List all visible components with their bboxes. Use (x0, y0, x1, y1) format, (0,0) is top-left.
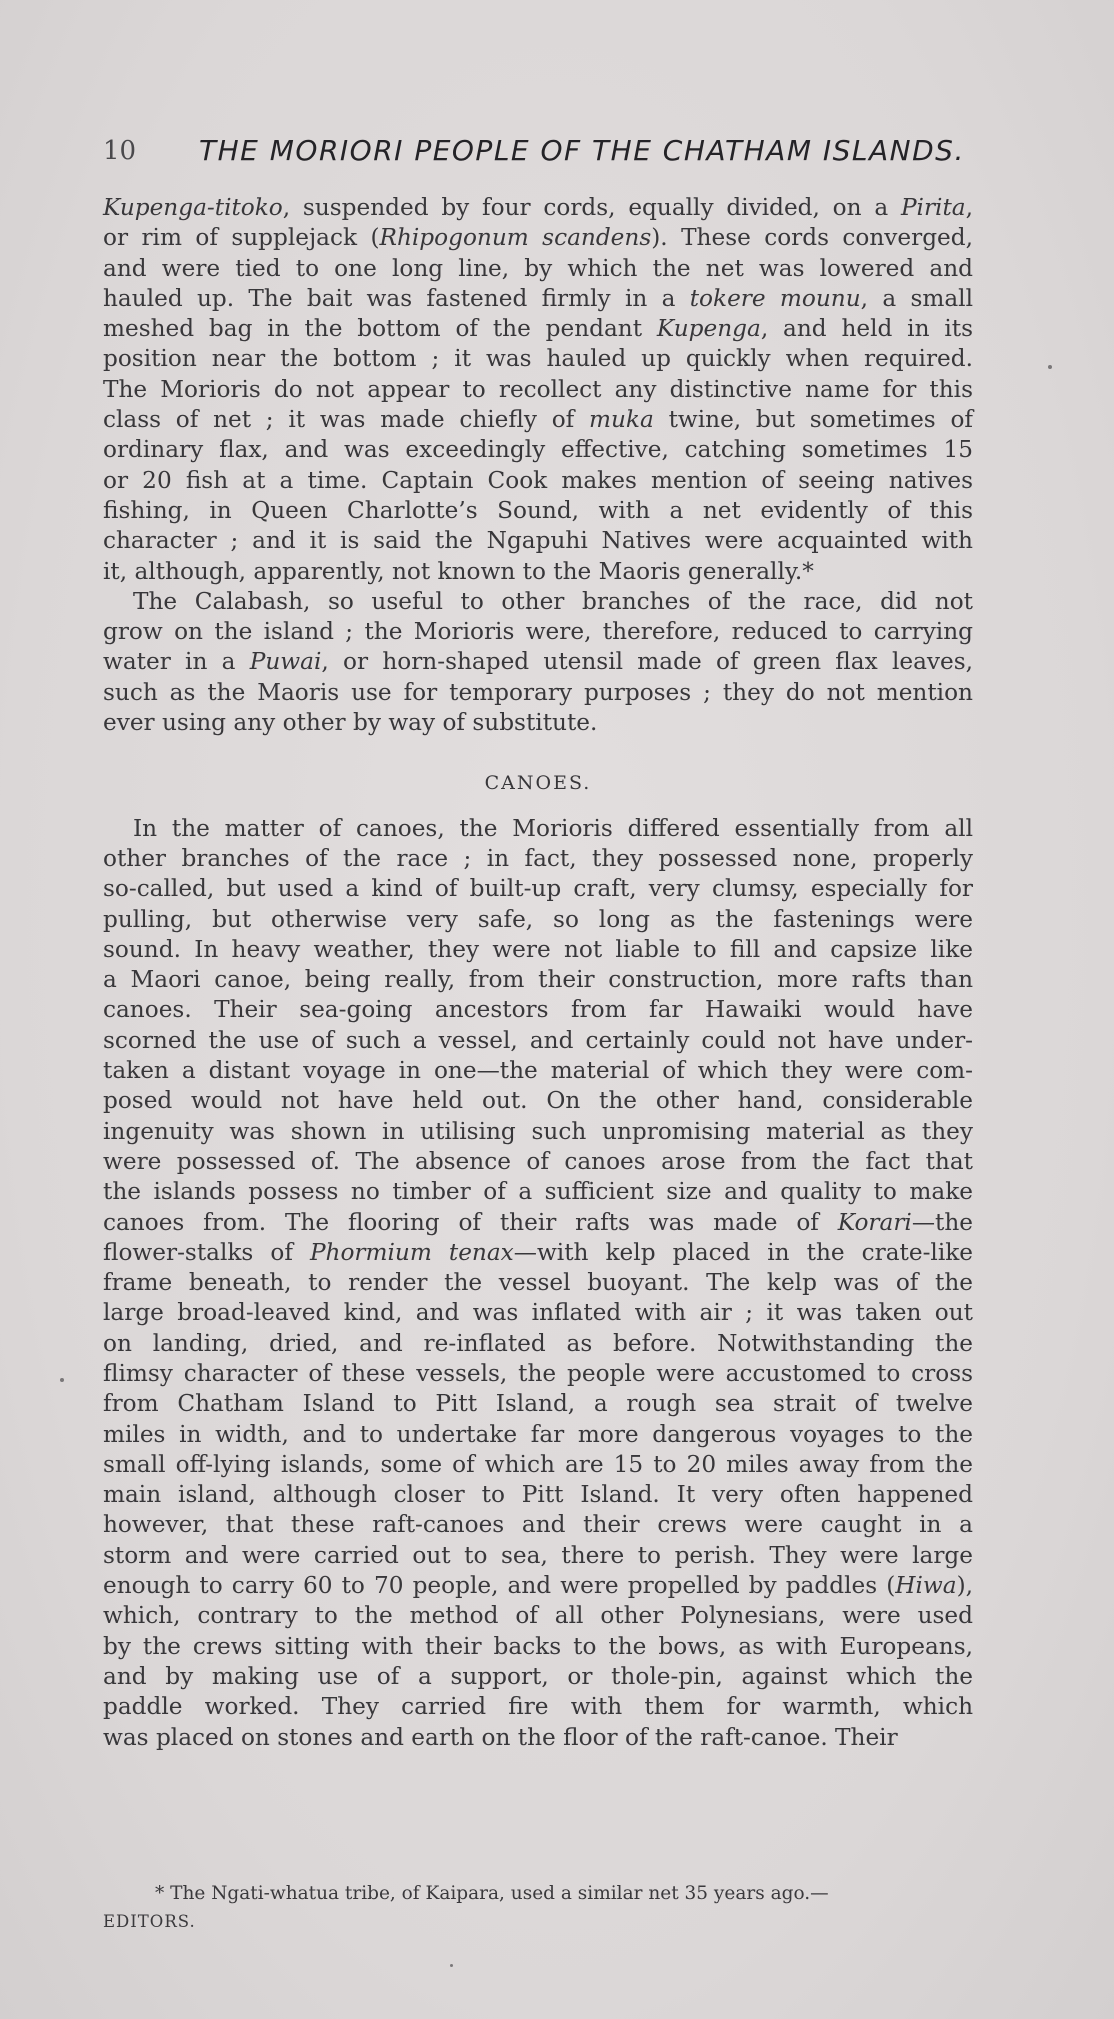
italic-term: Korari (837, 1208, 912, 1236)
paper-speck (450, 1964, 453, 1967)
text-line: main island, although closer to Pitt Island. It very often happened (103, 1481, 973, 1509)
text-line: other branches of the race ; in fact, they possessed none, properly (103, 844, 973, 872)
text-line: flimsy character of these vessels, the people were accustomed to cross (103, 1359, 973, 1387)
text-line: enough to carry 60 to 70 people, and were propelled by paddles (Hiwa), (103, 1572, 973, 1600)
text-line: the islands possess no timber of a sufficient size and quality to make (103, 1178, 973, 1206)
text-line: frame beneath, to render the vessel buoyant. The kelp was of the (103, 1269, 973, 1297)
paper-speck (60, 1378, 64, 1382)
text-line: fishing, in Queen Charlotte’s Sound, with a net evidently of this (103, 496, 973, 524)
italic-term: Pirita (900, 194, 966, 221)
running-head (103, 134, 973, 174)
text-line: water in a Puwai, or horn-shaped utensil made of green flax leaves, (103, 648, 973, 676)
page-number: 10 (103, 136, 137, 166)
text-line: sound. In heavy weather, they were not liable to fill and capsize like (103, 935, 973, 963)
text-line: storm and were carried out to sea, there to perish. They were large (103, 1541, 973, 1569)
text-line: The Morioris do not appear to recollect any distinctive name for this (103, 375, 973, 403)
text-line: however, that these raft-canoes and their crews were caught in a (103, 1511, 973, 1539)
footnote (103, 1880, 973, 1936)
text-line: meshed bag in the bottom of the pendant Kupenga, and held in its (103, 315, 973, 343)
paragraph-canoes (103, 814, 973, 1753)
text-line: pulling, but otherwise very safe, so long as the fastenings were (103, 905, 973, 933)
text-line: In the matter of canoes, the Morioris differed essentially from all (133, 814, 973, 842)
italic-term: tokere mounu (689, 284, 861, 312)
text-line: or 20 fish at a time. Captain Cook makes mention of seeing natives (103, 466, 973, 494)
paragraph-calabash (103, 587, 973, 738)
text-line: was placed on stones and earth on the floor of the raft-canoe. Their (103, 1723, 898, 1751)
text-line: posed would not have held out. On the other hand, considerable (103, 1087, 973, 1115)
text-line: character ; and it is said the Ngapuhi Natives were acquainted with (103, 527, 973, 555)
text-line: were possessed of. The absence of canoes arose from the fact that (103, 1147, 973, 1175)
italic-term: Kupenga (656, 315, 761, 343)
text-line: flower-stalks of Phormium tenax—with kelp placed in the crate-like (103, 1238, 974, 1266)
italic-term: Phormium tenax (309, 1238, 514, 1266)
paper-speck (1048, 365, 1052, 369)
text-line: miles in width, and to undertake far more dangerous voyages to the (103, 1420, 973, 1448)
spacer (103, 799, 973, 814)
text-line: The Calabash, so useful to other branches of the race, did not (133, 587, 973, 615)
running-title: THE MORIORI PEOPLE OF THE CHATHAM ISLANDS. (199, 134, 965, 167)
italic-term: muka (589, 406, 654, 434)
body-text (103, 193, 973, 1753)
text-line: small off-lying islands, some of which are 15 to 20 miles away from the (103, 1450, 973, 1478)
text-line: ingenuity was shown in utilising such unpromising material as they (103, 1117, 973, 1145)
footnote-line: * The Ngati-whatua tribe, of Kaipara, used a similar net 35 years ago.— (155, 1883, 829, 1904)
text-line: Kupenga-titoko, suspended by four cords, equally divided, on a Pirita, (103, 194, 973, 221)
text-line: a Maori canoe, being really, from their construction, more rafts than (103, 966, 973, 994)
text-line: ordinary flax, and was exceedingly effective, catching sometimes 15 (103, 436, 973, 464)
text-line: which, contrary to the method of all other Polynesians, were used (103, 1602, 973, 1630)
footnote-attribution: EDITORS. (103, 1912, 196, 1931)
section-heading: CANOES. (484, 772, 592, 795)
text-line: large broad-leaved kind, and was inflated with air ; it was taken out (103, 1299, 973, 1327)
text-line: canoes. Their sea-going ancestors from far Hawaiki would have (103, 996, 973, 1024)
italic-term: Rhipogonum scandens (379, 224, 652, 252)
text-line: canoes from. The flooring of their rafts was made of Korari—the (103, 1208, 973, 1236)
text-line: so-called, but used a kind of built-up craft, very clumsy, especially for (103, 875, 973, 903)
text-line: scorned the use of such a vessel, and certainly could not have under- (103, 1026, 973, 1054)
text-line: from Chatham Island to Pitt Island, a rough sea strait of twelve (103, 1390, 973, 1418)
text-line: paddle worked. They carried fire with them for warmth, which (103, 1693, 973, 1721)
text-line: hauled up. The bait was fastened firmly in a tokere mounu, a small (103, 284, 974, 312)
text-line: position near the bottom ; it was hauled up quickly when required. (103, 345, 973, 373)
text-line: such as the Maoris use for temporary purposes ; they do not mention (103, 678, 973, 706)
text-line: or rim of supplejack (Rhipogonum scandens). These cords converged, (103, 224, 973, 252)
italic-term: Hiwa (895, 1572, 957, 1600)
text-line: on landing, dried, and re-inflated as before. Notwithstanding the (103, 1329, 973, 1357)
text-line: ever using any other by way of substitute. (103, 709, 598, 737)
text-line: class of net ; it was made chiefly of muka twine, but sometimes of (103, 406, 973, 434)
text-line: and were tied to one long line, by which the net was lowered and (103, 254, 973, 282)
text-line: taken a distant voyage in one—the material of which they were com- (103, 1057, 973, 1085)
text-line: grow on the island ; the Morioris were, therefore, reduced to carrying (103, 618, 973, 646)
text-line: and by making use of a support, or thole-pin, against which the (103, 1662, 973, 1690)
paragraph-nets (103, 193, 973, 587)
italic-term: Kupenga-titoko (103, 194, 283, 221)
text-line: by the crews sitting with their backs to the bows, as with Europeans, (103, 1632, 973, 1660)
spacer (103, 738, 973, 768)
italic-term: Puwai (249, 648, 322, 676)
text-line: it, although, apparently, not known to the Maoris generally.* (103, 557, 814, 585)
